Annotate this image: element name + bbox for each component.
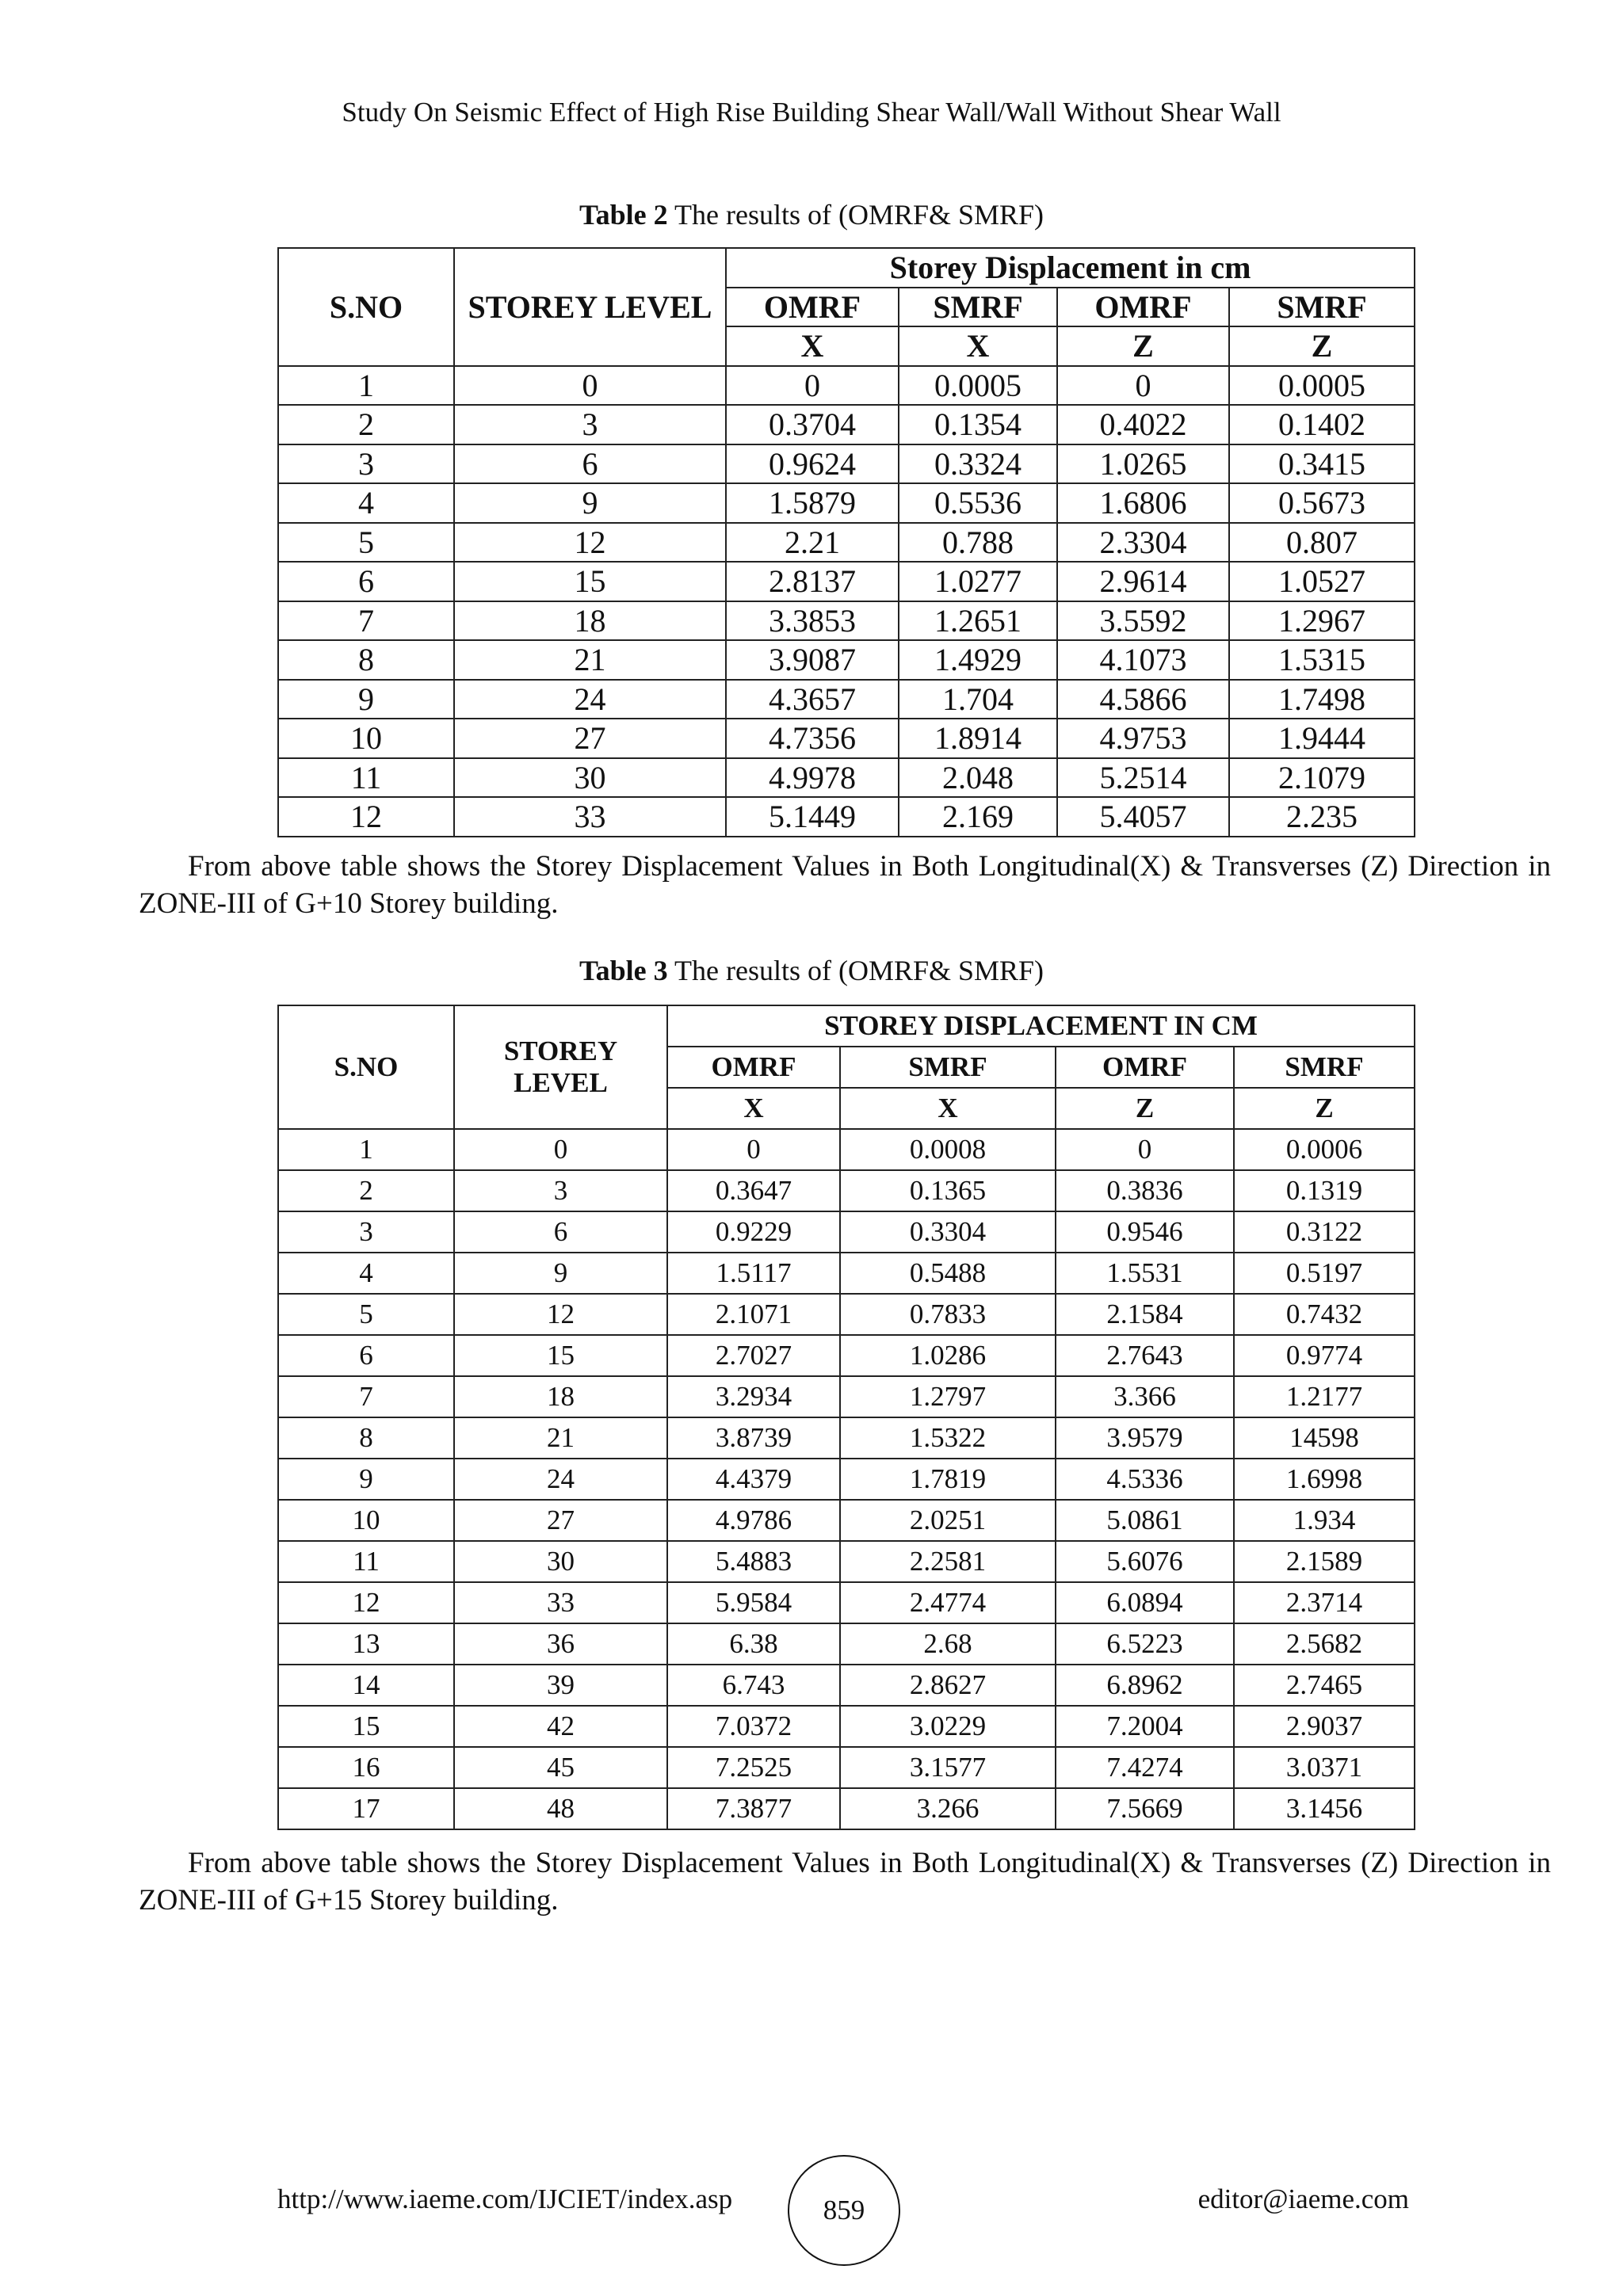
table-cell: 12 (278, 797, 454, 837)
table-row (278, 1376, 1415, 1417)
paragraph-1 (139, 848, 1551, 922)
page-footer (0, 2155, 1623, 2266)
table-cell: 2.235 (1229, 797, 1415, 837)
table-cell: 0.7833 (840, 1294, 1056, 1335)
table-cell: 2.9037 (1234, 1706, 1415, 1747)
table-cell: 36 (454, 1623, 667, 1665)
table-cell: 2.21 (726, 523, 899, 563)
table-cell: 2.7027 (667, 1335, 840, 1376)
table-cell: 0.3304 (840, 1211, 1056, 1253)
header-sno: S.NO (278, 248, 454, 366)
table-cell: 1.6806 (1057, 483, 1229, 523)
table-cell: 17 (278, 1788, 454, 1829)
header-group: Storey Displacement in cm (726, 248, 1415, 288)
table-3-caption-text: The results of (OMRF& SMRF) (667, 955, 1044, 986)
table-cell: 3.1577 (840, 1747, 1056, 1788)
header-group: STOREY DISPLACEMENT IN CM (667, 1005, 1415, 1047)
table-cell: 0.1354 (899, 405, 1057, 444)
table-cell: 7 (278, 1376, 454, 1417)
table-cell: 5 (278, 523, 454, 563)
table-row (278, 640, 1415, 680)
table-cell: 16 (278, 1747, 454, 1788)
table-cell: 33 (454, 1582, 667, 1623)
table-cell: 6 (278, 562, 454, 601)
table-cell: 24 (454, 1459, 667, 1500)
table-cell: 4 (278, 483, 454, 523)
header-storey-level: STOREY LEVEL (454, 1005, 667, 1129)
header-storey-level: STOREY LEVEL (454, 248, 726, 366)
table-cell: 9 (278, 680, 454, 719)
table-cell: 1.8914 (899, 719, 1057, 758)
table-row (278, 1253, 1415, 1294)
table-cell: 3.5592 (1057, 601, 1229, 641)
table-cell: 0.0008 (840, 1129, 1056, 1170)
table-row (278, 1665, 1415, 1706)
table-cell: 0.1365 (840, 1170, 1056, 1211)
table-cell: 6.5223 (1056, 1623, 1234, 1665)
table-3 (277, 1005, 1415, 1830)
table-cell: 18 (454, 601, 726, 641)
table-cell: 2.9614 (1057, 562, 1229, 601)
table-3-body (278, 1129, 1415, 1829)
table-cell: 2.2581 (840, 1541, 1056, 1582)
table-cell: 0.5673 (1229, 483, 1415, 523)
table-cell: 0.0006 (1234, 1129, 1415, 1170)
table-cell: 1.2651 (899, 601, 1057, 641)
paragraph-1-text: From above table shows the Storey Displacement Values in Both Longitudinal(X) & Transverses (Z) Direction in ZONE-III of G+10 Storey building. (139, 850, 1551, 920)
table-cell: 1.5322 (840, 1417, 1056, 1459)
table-cell: 5.0861 (1056, 1500, 1234, 1541)
table-cell: 45 (454, 1747, 667, 1788)
table-row (278, 1335, 1415, 1376)
table-cell: 42 (454, 1706, 667, 1747)
table-cell: 0.3836 (1056, 1170, 1234, 1211)
table-cell: 33 (454, 797, 726, 837)
table-cell: 6 (454, 1211, 667, 1253)
table-row (278, 1747, 1415, 1788)
table-cell: 1 (278, 1129, 454, 1170)
table-cell: 27 (454, 1500, 667, 1541)
table-cell: 6 (278, 1335, 454, 1376)
table-cell: 2.1079 (1229, 758, 1415, 798)
table-cell: 0.3415 (1229, 444, 1415, 484)
table-cell: 2.169 (899, 797, 1057, 837)
header-axis: Z (1057, 326, 1229, 366)
table-cell: 0.9774 (1234, 1335, 1415, 1376)
table-cell: 6.0894 (1056, 1582, 1234, 1623)
table-cell: 7.0372 (667, 1706, 840, 1747)
table-cell: 3.0229 (840, 1706, 1056, 1747)
table-cell: 6 (454, 444, 726, 484)
table-cell: 12 (278, 1582, 454, 1623)
table-cell: 1.704 (899, 680, 1057, 719)
table-cell: 4.5336 (1056, 1459, 1234, 1500)
header-frame: SMRF (840, 1047, 1056, 1088)
table-cell: 7.2004 (1056, 1706, 1234, 1747)
table-cell: 30 (454, 758, 726, 798)
header-frame: OMRF (667, 1047, 840, 1088)
table-cell: 0.807 (1229, 523, 1415, 563)
table-cell: 30 (454, 1541, 667, 1582)
table-cell: 1.2177 (1234, 1376, 1415, 1417)
table-cell: 7.5669 (1056, 1788, 1234, 1829)
table-cell: 9 (454, 1253, 667, 1294)
table-cell: 3.9579 (1056, 1417, 1234, 1459)
table-cell: 0.3647 (667, 1170, 840, 1211)
table-3-caption (0, 954, 1623, 987)
table-cell: 0.9229 (667, 1211, 840, 1253)
table-cell: 2.1071 (667, 1294, 840, 1335)
table-cell: 2.3304 (1057, 523, 1229, 563)
table-2-body (278, 366, 1415, 837)
table-cell: 0.1319 (1234, 1170, 1415, 1211)
header-frame: OMRF (1057, 288, 1229, 327)
table-cell: 3 (454, 1170, 667, 1211)
table-row (278, 523, 1415, 563)
table-cell: 0.5488 (840, 1253, 1056, 1294)
table-cell: 0.0005 (1229, 366, 1415, 406)
table-cell: 1.5117 (667, 1253, 840, 1294)
table-cell: 7.4274 (1056, 1747, 1234, 1788)
table-row (278, 1788, 1415, 1829)
table-row (278, 680, 1415, 719)
table-cell: 4.9753 (1057, 719, 1229, 758)
table-cell: 2.048 (899, 758, 1057, 798)
table-cell: 14 (278, 1665, 454, 1706)
table-row (278, 1459, 1415, 1500)
table-cell: 3.0371 (1234, 1747, 1415, 1788)
table-cell: 3.9087 (726, 640, 899, 680)
table-cell: 18 (454, 1376, 667, 1417)
table-2-caption-text: The results of (OMRF& SMRF) (667, 199, 1044, 231)
table-cell: 1.2967 (1229, 601, 1415, 641)
table-cell: 2.3714 (1234, 1582, 1415, 1623)
table-cell: 0.788 (899, 523, 1057, 563)
table-cell: 0 (726, 366, 899, 406)
table-cell: 12 (454, 523, 726, 563)
table-row (278, 797, 1415, 837)
table-cell: 1.6998 (1234, 1459, 1415, 1500)
table-cell: 4.1073 (1057, 640, 1229, 680)
table-cell: 1 (278, 366, 454, 406)
table-cell: 1.934 (1234, 1500, 1415, 1541)
table-cell: 1.0527 (1229, 562, 1415, 601)
table-cell: 5 (278, 1294, 454, 1335)
table-cell: 15 (278, 1706, 454, 1747)
table-cell: 4.5866 (1057, 680, 1229, 719)
table-row (278, 1129, 1415, 1170)
table-cell: 5.4883 (667, 1541, 840, 1582)
header-axis: X (840, 1088, 1056, 1129)
header-sno: S.NO (278, 1005, 454, 1129)
table-cell: 21 (454, 640, 726, 680)
table-row (278, 601, 1415, 641)
table-cell: 10 (278, 1500, 454, 1541)
table-row (278, 1706, 1415, 1747)
table-row (278, 719, 1415, 758)
table-cell: 5.4057 (1057, 797, 1229, 837)
table-row (278, 1541, 1415, 1582)
table-row (278, 562, 1415, 601)
table-cell: 1.5315 (1229, 640, 1415, 680)
table-cell: 0.0005 (899, 366, 1057, 406)
table-cell: 1.0286 (840, 1335, 1056, 1376)
table-cell: 5.1449 (726, 797, 899, 837)
table-cell: 1.7498 (1229, 680, 1415, 719)
table-cell: 8 (278, 640, 454, 680)
table-row (278, 483, 1415, 523)
table-cell: 1.5531 (1056, 1253, 1234, 1294)
table-cell: 0 (454, 1129, 667, 1170)
table-cell: 2.68 (840, 1623, 1056, 1665)
table-cell: 3.366 (1056, 1376, 1234, 1417)
table-cell: 7.3877 (667, 1788, 840, 1829)
table-cell: 12 (454, 1294, 667, 1335)
table-cell: 1.7819 (840, 1459, 1056, 1500)
table-cell: 15 (454, 562, 726, 601)
table-cell: 6.743 (667, 1665, 840, 1706)
table-cell: 15 (454, 1335, 667, 1376)
table-2-caption (0, 198, 1623, 231)
table-cell: 2.8137 (726, 562, 899, 601)
table-cell: 4 (278, 1253, 454, 1294)
header-frame: OMRF (1056, 1047, 1234, 1088)
header-axis: Z (1229, 326, 1415, 366)
table-cell: 4.9786 (667, 1500, 840, 1541)
table-cell: 11 (278, 1541, 454, 1582)
table-cell: 21 (454, 1417, 667, 1459)
table-cell: 0 (1056, 1129, 1234, 1170)
table-row (278, 758, 1415, 798)
table-cell: 3.266 (840, 1788, 1056, 1829)
table-cell: 48 (454, 1788, 667, 1829)
table-cell: 4.4379 (667, 1459, 840, 1500)
table-2-label: Table 2 (579, 199, 668, 231)
table-row (278, 1623, 1415, 1665)
table-cell: 2.1584 (1056, 1294, 1234, 1335)
table-row (278, 1170, 1415, 1211)
table-cell: 14598 (1234, 1417, 1415, 1459)
table-cell: 11 (278, 758, 454, 798)
table-cell: 0.3122 (1234, 1211, 1415, 1253)
header-axis: Z (1056, 1088, 1234, 1129)
table-cell: 3.3853 (726, 601, 899, 641)
table-cell: 0 (454, 366, 726, 406)
table-cell: 1.2797 (840, 1376, 1056, 1417)
table-cell: 5.6076 (1056, 1541, 1234, 1582)
table-cell: 1.0277 (899, 562, 1057, 601)
table-cell: 1.5879 (726, 483, 899, 523)
table-row (278, 1294, 1415, 1335)
table-cell: 1.4929 (899, 640, 1057, 680)
table-cell: 2.1589 (1234, 1541, 1415, 1582)
table-3-label: Table 3 (579, 955, 668, 986)
table-cell: 2 (278, 405, 454, 444)
journal-url[interactable]: http://www.iaeme.com/IJCIET/index.asp (277, 2183, 733, 2214)
table-cell: 3 (278, 1211, 454, 1253)
table-cell: 2.0251 (840, 1500, 1056, 1541)
header-axis: X (899, 326, 1057, 366)
table-cell: 0.9624 (726, 444, 899, 484)
table-cell: 0 (667, 1129, 840, 1170)
table-cell: 5.2514 (1057, 758, 1229, 798)
table-cell: 10 (278, 719, 454, 758)
table-cell: 6.8962 (1056, 1665, 1234, 1706)
paragraph-2 (139, 1844, 1551, 1919)
page-number: 859 (788, 2155, 900, 2266)
table-cell: 2.7465 (1234, 1665, 1415, 1706)
table-cell: 24 (454, 680, 726, 719)
table-cell: 4.3657 (726, 680, 899, 719)
table-cell: 9 (278, 1459, 454, 1500)
header-axis: Z (1234, 1088, 1415, 1129)
table-cell: 9 (454, 483, 726, 523)
table-cell: 3.1456 (1234, 1788, 1415, 1829)
header-frame: OMRF (726, 288, 899, 327)
table-cell: 4.9978 (726, 758, 899, 798)
table-row (278, 1582, 1415, 1623)
table-cell: 2.8627 (840, 1665, 1056, 1706)
table-cell: 39 (454, 1665, 667, 1706)
table-cell: 0.3324 (899, 444, 1057, 484)
table-row (278, 1500, 1415, 1541)
table-2 (277, 247, 1415, 837)
table-cell: 0.3704 (726, 405, 899, 444)
table-cell: 7 (278, 601, 454, 641)
table-cell: 0.4022 (1057, 405, 1229, 444)
table-cell: 27 (454, 719, 726, 758)
table-cell: 0.5197 (1234, 1253, 1415, 1294)
running-header: Study On Seismic Effect of High Rise Building Shear Wall/Wall Without Shear Wall (342, 97, 1281, 128)
table-cell: 13 (278, 1623, 454, 1665)
header-frame: SMRF (1229, 288, 1415, 327)
table-cell: 3.2934 (667, 1376, 840, 1417)
table-cell: 0.7432 (1234, 1294, 1415, 1335)
table-row (278, 366, 1415, 406)
table-row (278, 444, 1415, 484)
header-frame: SMRF (1234, 1047, 1415, 1088)
table-cell: 0 (1057, 366, 1229, 406)
table-cell: 3.8739 (667, 1417, 840, 1459)
table-row (278, 405, 1415, 444)
table-cell: 3 (454, 405, 726, 444)
table-cell: 1.0265 (1057, 444, 1229, 484)
table-cell: 8 (278, 1417, 454, 1459)
table-cell: 2.7643 (1056, 1335, 1234, 1376)
table-cell: 1.9444 (1229, 719, 1415, 758)
table-cell: 4.7356 (726, 719, 899, 758)
table-row (278, 1417, 1415, 1459)
table-cell: 2 (278, 1170, 454, 1211)
header-axis: X (667, 1088, 840, 1129)
table-cell: 0.9546 (1056, 1211, 1234, 1253)
editor-email[interactable]: editor@iaeme.com (1197, 2183, 1409, 2214)
header-axis: X (726, 326, 899, 366)
table-cell: 6.38 (667, 1623, 840, 1665)
table-cell: 2.5682 (1234, 1623, 1415, 1665)
table-cell: 3 (278, 444, 454, 484)
table-cell: 0.5536 (899, 483, 1057, 523)
paragraph-2-text: From above table shows the Storey Displacement Values in Both Longitudinal(X) & Transverses (Z) Direction in ZONE-III of G+15 Storey building. (139, 1847, 1551, 1917)
table-cell: 0.1402 (1229, 405, 1415, 444)
table-cell: 2.4774 (840, 1582, 1056, 1623)
header-frame: SMRF (899, 288, 1057, 327)
table-row (278, 1211, 1415, 1253)
table-cell: 5.9584 (667, 1582, 840, 1623)
table-cell: 7.2525 (667, 1747, 840, 1788)
